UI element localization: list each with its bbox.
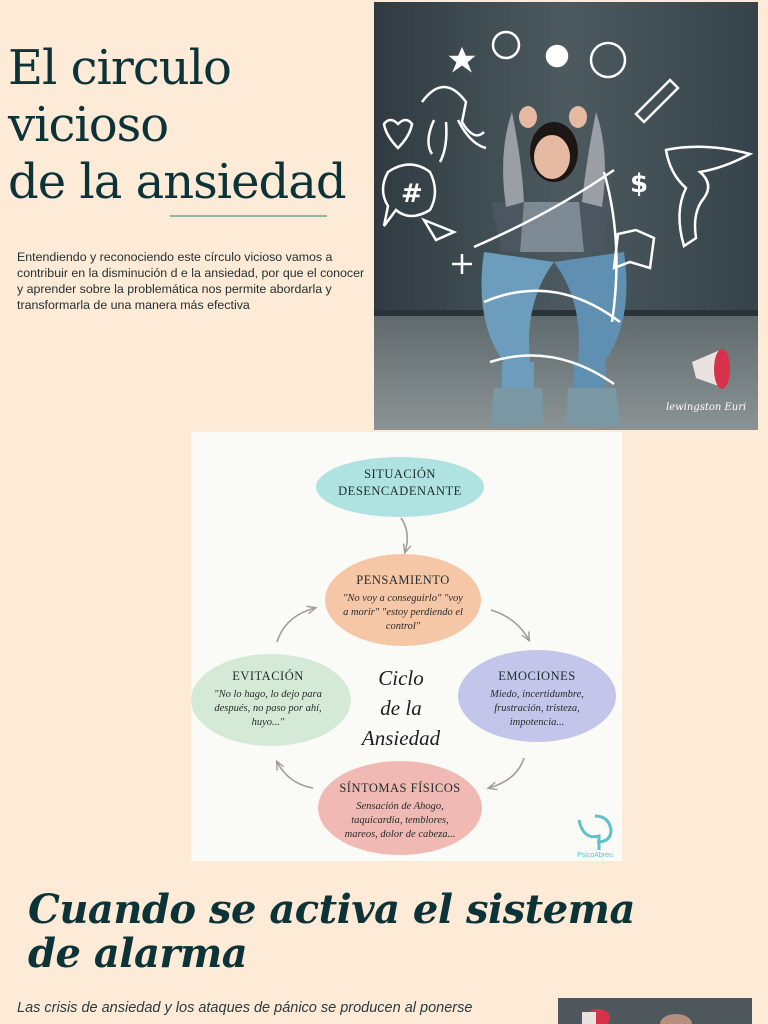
evitacion-line-1: "No lo hago, lo dejo para — [214, 689, 322, 700]
sintomas-line-3: mareos, dolor de cabeza... — [344, 829, 456, 840]
headline-line-2: de alarma — [28, 930, 248, 977]
headline-line-1: Cuando se activa el sistema — [28, 886, 635, 933]
situacion-title-2: DESENCADENANTE — [338, 484, 462, 498]
anxiety-photo — [374, 2, 758, 430]
photo-signature: lewingston Euri — [666, 402, 747, 413]
logo-mark-icon — [579, 816, 611, 850]
psicoabreu-logo — [577, 816, 613, 859]
emociones-title: EMOCIONES — [498, 669, 576, 683]
page-title — [8, 40, 368, 211]
bottom-photo-thumbnail — [558, 998, 752, 1024]
anxiety-photo-illustration — [374, 2, 758, 430]
evitacion-line-2: después, no paso por ahí, — [214, 703, 322, 714]
node-evitacion — [191, 654, 351, 746]
dollar-doodle: $ — [630, 169, 649, 199]
situacion-title-1: SITUACIÓN — [364, 467, 436, 481]
cycle-center-label — [360, 666, 441, 750]
cycle-svg — [191, 432, 622, 861]
section-headline — [28, 888, 748, 976]
arrow-sintomas-evitacion — [277, 762, 313, 788]
intro-paragraph: Entendiendo y reconociendo este círculo vicioso vamos a contribuir en la disminución d e la ansiedad, por que el conocer y aprender sobre la problemática nos permite abordarla y transformarla de una manera más efectiva — [17, 250, 365, 312]
node-emociones — [458, 650, 616, 742]
pensamiento-line-2: a morir" "estoy perdiendo el — [343, 607, 463, 618]
node-sintomas — [318, 761, 482, 855]
evitacion-title: EVITACIÓN — [232, 669, 304, 683]
hash-doodle: # — [401, 179, 423, 209]
sintomas-line-1: Sensación de Ahogo, — [356, 801, 444, 812]
body-paragraph: Las crisis de ansiedad y los ataques de pánico se producen al ponerse — [17, 1000, 473, 1016]
node-situacion — [316, 457, 484, 517]
sintomas-title: SÍNTOMAS FÍSICOS — [339, 781, 461, 795]
center-line-3: Ansiedad — [361, 726, 441, 750]
emociones-line-2: frustración, tristeza, — [494, 703, 580, 714]
node-pensamiento — [325, 554, 481, 646]
center-line-1: Ciclo — [378, 666, 424, 690]
arrow-situacion-pensamiento — [401, 518, 407, 552]
arrow-emociones-sintomas — [489, 758, 524, 788]
sintomas-line-2: taquicardia, temblores, — [351, 815, 449, 826]
title-line-3: de la ansiedad — [8, 154, 346, 210]
anxiety-cycle-diagram — [191, 432, 622, 861]
emociones-line-3: impotencia... — [509, 717, 565, 728]
evitacion-line-3: huyo..." — [251, 717, 285, 728]
bottom-photo-art — [558, 998, 752, 1024]
pensamiento-title: PENSAMIENTO — [356, 573, 450, 587]
pensamiento-line-1: "No voy a conseguirlo" "voy — [343, 593, 463, 604]
title-line-1: El circulo — [8, 40, 231, 96]
title-line-2: vicioso — [8, 97, 169, 153]
evitacion-ellipse — [191, 654, 351, 746]
bomb-icon — [547, 46, 567, 66]
center-line-2: de la — [380, 696, 422, 720]
logo-text: PsicoAbreu — [577, 852, 613, 859]
arrow-evitacion-pensamiento — [277, 608, 315, 642]
arrow-pensamiento-emociones — [491, 610, 529, 640]
pensamiento-line-3: control" — [385, 621, 421, 632]
title-underline — [170, 215, 327, 217]
emociones-line-1: Miedo, incertidumbre, — [490, 689, 584, 700]
